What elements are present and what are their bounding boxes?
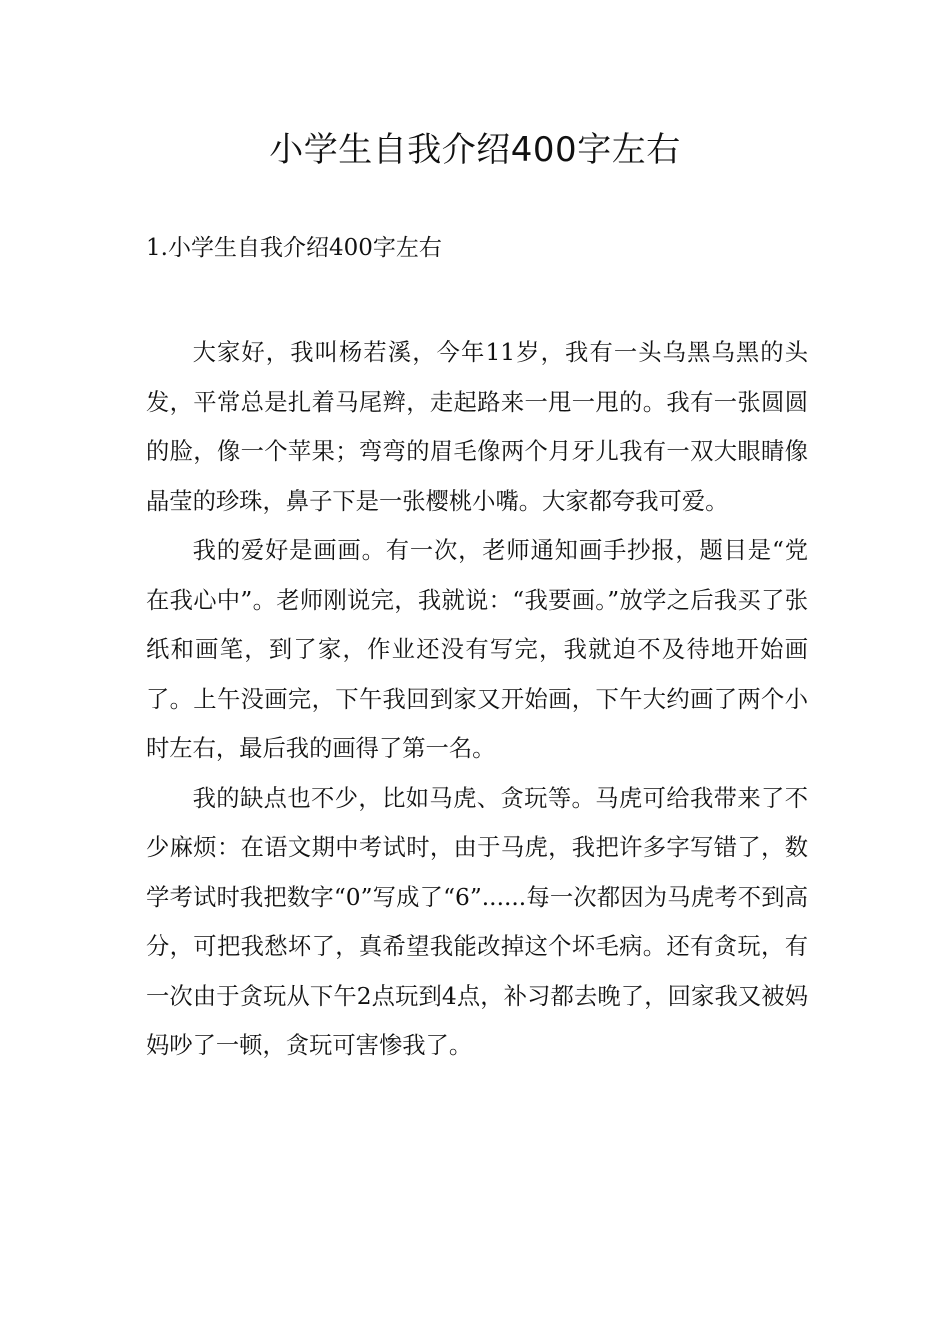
document-body	[146, 328, 808, 1071]
section-heading: 1.小学生自我介绍400字左右	[146, 235, 442, 261]
document-title: 小学生自我介绍400字左右	[269, 130, 681, 170]
paragraph-hobby: 我的爱好是画画。有一次，老师通知画手抄报，题目是“党在我心中”。老师刚说完，我就说：“我要画。”放学之后我买了张纸和画笔，到了家，作业还没有写完，我就迫不及待地开始画了。上午没画完，下午我回到家又开始画，下午大约画了两个小时左右，最后我的画得了第一名。	[146, 537, 808, 762]
paragraph-intro: 大家好，我叫杨若溪，今年11岁，我有一头乌黑乌黑的头发，平常总是扎着马尾辫，走起路来一甩一甩的。我有一张圆圆的脸，像一个苹果；弯弯的眉毛像两个月牙儿我有一双大眼睛像晶莹的珍珠，鼻子下是一张樱桃小嘴。大家都夸我可爱。	[146, 339, 808, 515]
paragraph-shortcomings: 我的缺点也不少，比如马虎、贪玩等。马虎可给我带来了不少麻烦：在语文期中考试时，由于马虎，我把许多字写错了，数学考试时我把数字“0”写成了“6”......每一次都因为马虎考不到高分，可把我愁坏了，真希望我能改掉这个坏毛病。还有贪玩，有一次由于贪玩从下午2点玩到4点，补习都去晚了，回家我又被妈妈吵了一顿，贪玩可害惨我了。	[146, 784, 808, 1059]
